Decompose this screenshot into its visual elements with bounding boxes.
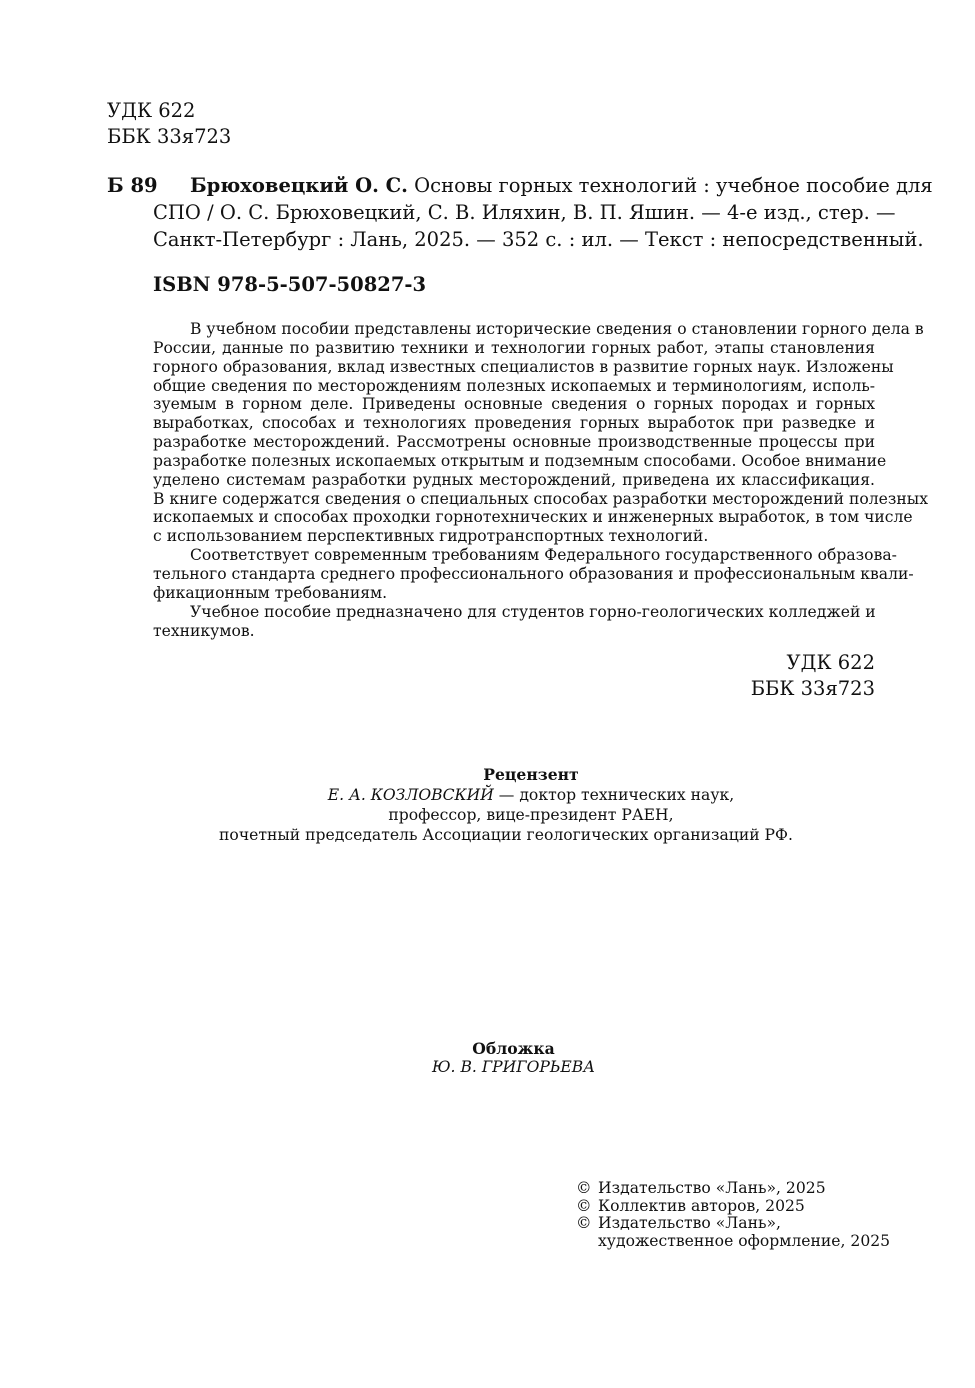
udk-code: УДК 622 <box>107 99 196 122</box>
copyright-block <box>576 1180 890 1250</box>
abstract-line: тельного стандарта среднего профессионального образования и профессиональным квали- <box>153 564 914 583</box>
bib-author: Брюховецкий О. С. <box>190 174 408 197</box>
abstract-line: Учебное пособие предназначено для студентов горно-геологических колледжей и <box>190 602 876 621</box>
abstract-line: с использованием перспективных гидротранспортных технологий. <box>153 527 709 546</box>
reviewer-degree: — доктор технических наук, <box>493 786 735 804</box>
reviewer-name: Е. А. КОЗЛОВСКИЙ <box>327 786 494 804</box>
bbk-code: ББК 33я723 <box>107 125 232 148</box>
reviewer-line-3: почетный председатель Ассоциации геологических организаций РФ. <box>219 826 793 844</box>
reviewer-line-2: профессор, вице-президент РАЕН, <box>388 806 674 824</box>
abstract-line: Соответствует современным требованиям Федерального государственного образова- <box>190 546 897 565</box>
copyright-row <box>576 1198 890 1216</box>
isbn: ISBN 978-5-507-50827-3 <box>153 273 427 296</box>
bib-line-1 <box>153 172 933 199</box>
copyright-text: Издательство «Лань», 2025 <box>598 1179 826 1197</box>
reviewer-block <box>0 765 975 845</box>
bib-line-2: СПО / О. С. Брюховецкий, С. В. Иляхин, В. П. Яшин. — 4-е изд., стер. — <box>153 201 896 224</box>
abstract-line: России, данные по развитию техники и технологии горных работ, этапы становления <box>153 338 875 357</box>
catalog-code: Б 89 <box>107 174 158 197</box>
classification-top <box>107 98 231 150</box>
abstract-line: разработке месторождений. Рассмотрены основные производственные процессы при <box>153 433 875 452</box>
copyright-row <box>576 1180 890 1198</box>
copyright-icon: © <box>576 1196 592 1215</box>
udk-code: УДК 622 <box>786 651 875 674</box>
abstract-line: зуемым в горном деле. Приведены основные сведения о горных породах и горных <box>153 395 875 414</box>
copyright-row <box>576 1233 890 1251</box>
bbk-code: ББК 33я723 <box>750 677 875 700</box>
abstract-line: В книге содержатся сведения о специальных способах разработки месторождений полезных <box>153 489 928 508</box>
copyright-icon: © <box>576 1214 592 1232</box>
abstract-line: выработках, способах и технологиях проведения горных выработок при разведке и <box>153 414 875 433</box>
abstract-line: горного образования, вклад известных специалистов в развитие горных наук. Изложены <box>153 357 894 376</box>
copyright-icon: © <box>576 1179 592 1197</box>
abstract-line: общие сведения по месторождениям полезных ископаемых и терминологиям, исполь- <box>153 376 875 395</box>
copyright-continuation: художественное оформление, 2025 <box>598 1231 891 1250</box>
reviewer-line-1 <box>87 785 975 805</box>
abstract-line: уделено системам разработки рудных месторождений, приведена их классификация. <box>153 470 875 489</box>
bibliographic-record <box>153 172 933 253</box>
bib-title: Основы горных технологий : учебное пособие для <box>414 174 933 197</box>
abstract-line: В учебном пособии представлены исторические сведения о становлении горного дела в <box>190 320 924 338</box>
copyright-row <box>576 1215 890 1233</box>
cover-heading: Обложка <box>472 1039 555 1058</box>
bib-line-3: Санкт-Петербург : Лань, 2025. — 352 с. : ил. — Текст : непосредственный. <box>153 228 924 251</box>
abstract-line: ископаемых и способах проходки горнотехнических и инженерных выработок, в том числе <box>153 508 913 527</box>
abstract-line: разработке полезных ископаемых открытым и подземным способами. Особое внимание <box>153 451 887 470</box>
abstract <box>153 320 928 640</box>
classification-bottom <box>751 650 875 702</box>
copyright-text: Издательство «Лань», <box>598 1214 781 1232</box>
copyright-text: Коллектив авторов, 2025 <box>598 1196 805 1215</box>
cover-designer: Ю. В. ГРИГОРЬЕВА <box>431 1058 596 1076</box>
cover-credit <box>0 1040 975 1076</box>
reviewer-heading: Рецензент <box>483 765 579 784</box>
abstract-line: фикационным требованиям. <box>153 583 388 602</box>
abstract-line: техникумов. <box>153 621 255 640</box>
